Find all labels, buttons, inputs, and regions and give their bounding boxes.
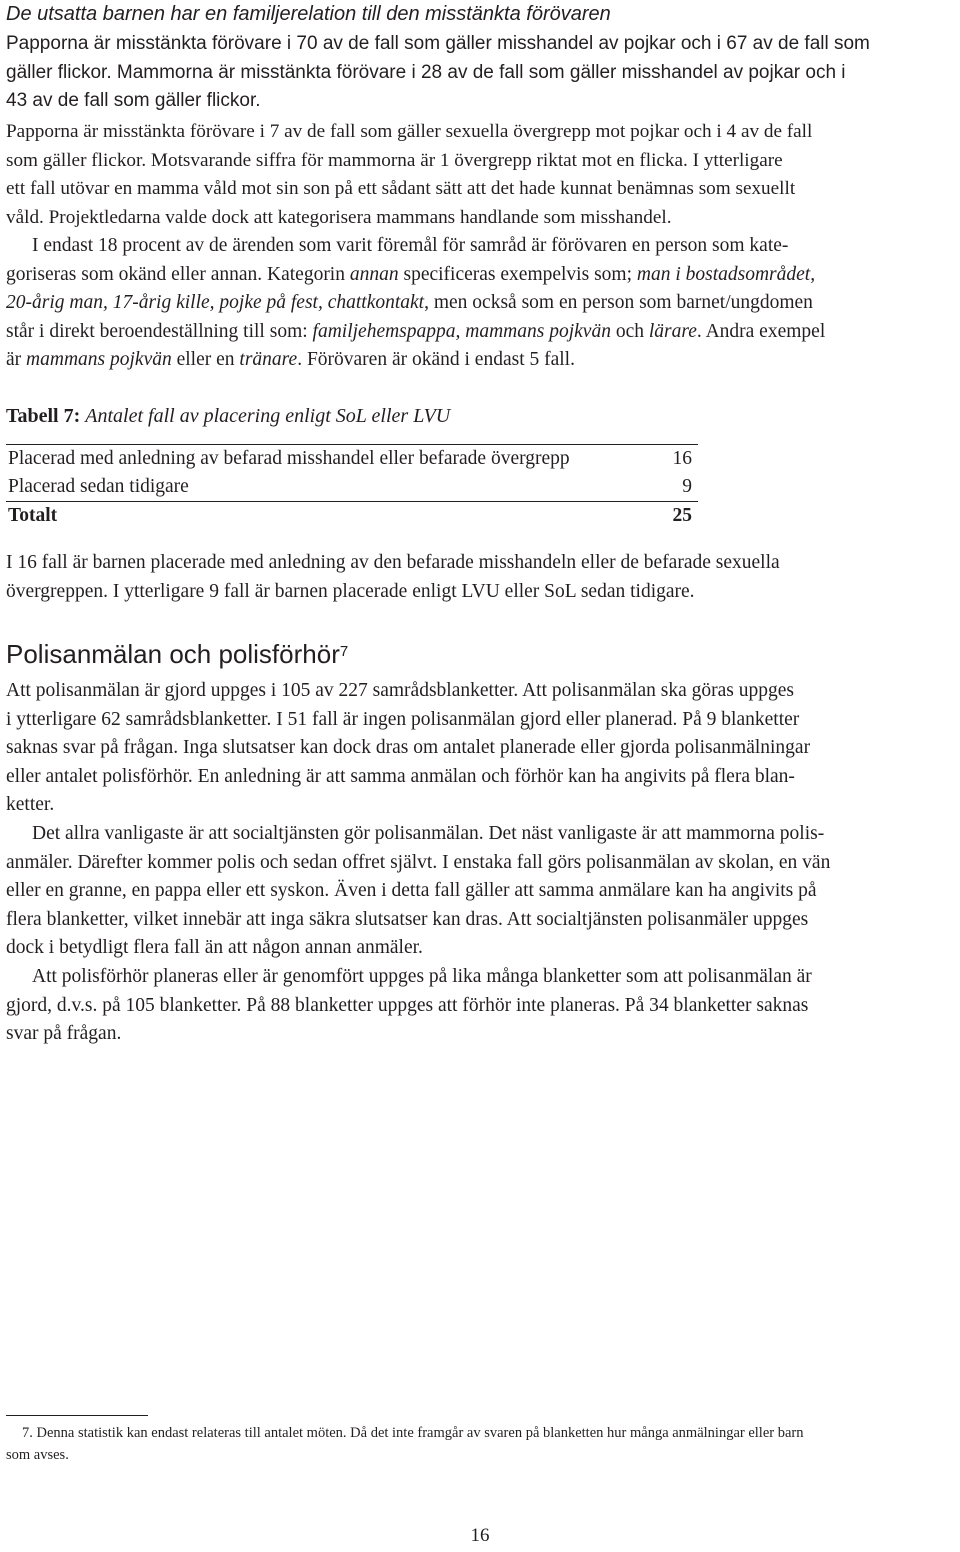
text-line: ketter. (6, 794, 55, 816)
paragraph-unknown-perpetrator (6, 232, 956, 375)
text-line: Att polisförhör planeras eller är genomfört uppges på lika många blanketter som att polisanmälan är (32, 966, 812, 987)
text-line: som gäller flickor. Motsvarande siffra för mammorna är 1 övergrepp riktat mot en flicka. I ytterligare (6, 149, 783, 171)
section-heading-text: Polisanmälan och polisförhör (6, 639, 340, 669)
table-caption-title: Antalet fall av placering enligt SoL eller LVU (85, 405, 451, 427)
footnote-line: som avses. (6, 1447, 69, 1463)
text-line: i ytterligare 62 samrådsblanketter. I 51 fall är ingen polisanmälan gjord eller planerad. På 9 blanketter (6, 708, 800, 730)
paragraph-who-reports (6, 820, 956, 963)
text-line: 20-årig man, 17-årig kille, pojke på fest, chattkontakt, men också som en person som barnet/ungdomen (6, 292, 813, 314)
page-number: 16 (470, 1525, 490, 1546)
text-line: I 16 fall är barnen placerade med anledning av den befarade misshandeln eller de befarade sexuella (6, 552, 780, 573)
text-line: eller en granne, en pappa eller ett syskon. Även i detta fall gäller att samma anmälare kan ha angivits på (6, 880, 817, 902)
footnote (6, 1422, 958, 1466)
text-line: saknas svar på frågan. Inga slutsatser kan dock dras om antalet planerade eller gjorda polisanmälningar (6, 737, 811, 759)
table-total-label: Totalt (8, 505, 58, 526)
footnote-divider (6, 1415, 148, 1416)
table-total-row (6, 502, 698, 530)
text-line: ett fall utövar en mamma våld mot sin son på ett sådant sätt att det hade kunnat benämnas som sexuellt (6, 178, 796, 200)
table-total-value: 25 (672, 505, 692, 526)
paragraph-police-interviews (6, 963, 956, 1049)
paragraph-placement (6, 549, 956, 606)
table-row (6, 473, 698, 502)
text-line: är mammans pojkvän eller en tränare. Förövaren är okänd i endast 5 fall. (6, 349, 575, 371)
text-line: dock i betydligt flera fall än att någon annan anmäler. (6, 937, 423, 959)
text-line: eller antalet polisförhör. En anledning är att samma anmälan och förhör kan ha angivits på flera blan- (6, 765, 795, 787)
text-line: anmäler. Därefter kommer polis och sedan offret självt. I enstaka fall görs polisanmälan av skolan, en vän (6, 851, 831, 873)
text-line: Papporna är misstänkta förövare i 7 av de fall som gäller sexuella övergrepp mot pojkar och i 4 av de fall (6, 121, 813, 142)
placement-table (6, 444, 698, 530)
table-cell-label: Placerad sedan tidigare (8, 476, 189, 497)
text-line: gäller flickor. Mammorna är misstänkta förövare i 28 av de fall som gäller misshandel av pojkar och i (6, 61, 846, 83)
text-line: Det allra vanligaste är att socialtjänsten gör polisanmälan. Det näst vanligaste är att mammorna polis- (32, 823, 825, 844)
footnote-line: 7. Denna statistik kan endast relateras till antalet möten. Då det inte framgår av svaren på blanketten hur många anmälningar eller barn (22, 1425, 804, 1441)
section-heading (6, 637, 348, 671)
paragraph-police-reports (6, 677, 956, 820)
table-cell-label: Placerad med anledning av befarad misshandel eller befarade övergrepp (8, 448, 570, 469)
text-line: goriseras som okänd eller annan. Kategorin annan specificeras exempelvis som; man i bostadsområdet, (6, 263, 816, 285)
text-line: står i direkt beroendeställning till som: familjehemspappa, mammans pojkvän och lärare. Andra exempel (6, 320, 826, 342)
paragraph-fathers-mothers-abuse (6, 30, 956, 116)
table-row (6, 445, 698, 473)
table-caption-label: Tabell 7: (6, 405, 81, 427)
table-caption (6, 402, 450, 430)
text-line: I endast 18 procent av de ärenden som varit föremål för samråd är förövaren en person som kate- (32, 235, 789, 256)
table-cell-value: 9 (682, 476, 692, 497)
footnote-reference: 7 (339, 643, 349, 660)
section-subheading: De utsatta barnen har en familjerelation till den misstänkta förövaren (6, 3, 611, 25)
text-line: övergreppen. I ytterligare 9 fall är barnen placerade enligt LVU eller SoL sedan tidigare. (6, 580, 695, 602)
text-line: Att polisanmälan är gjord uppges i 105 av 227 samrådsblanketter. Att polisanmälan ska göras uppges (6, 680, 794, 701)
paragraph-sexual-abuse (6, 118, 956, 232)
text-line: våld. Projektledarna valde dock att kategorisera mammans handlande som misshandel. (6, 206, 672, 228)
text-line: gjord, d.v.s. på 105 blanketter. På 88 blanketter uppges att förhör inte planeras. På 34 blanketter saknas (6, 994, 809, 1016)
table-cell-value: 16 (672, 448, 692, 469)
text-line: Papporna är misstänkta förövare i 70 av de fall som gäller misshandel av pojkar och i 67 av de fall som (6, 33, 870, 54)
text-line: 43 av de fall som gäller flickor. (6, 90, 261, 112)
text-line: flera blanketter, vilket innebär att inga säkra slutsatser kan dras. Att socialtjänsten polisanmäler uppges (6, 908, 809, 930)
text-line: svar på frågan. (6, 1023, 122, 1045)
